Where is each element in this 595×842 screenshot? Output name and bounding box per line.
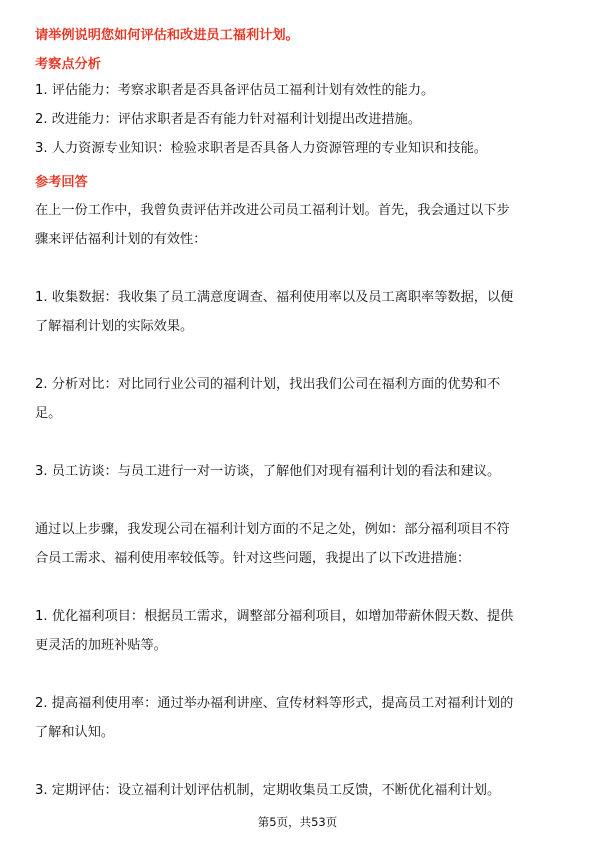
answer-summary: 通过以上步骤，我发现公司在福利计划方面的不足之处，例如：部分福利项目不符 xyxy=(35,522,510,537)
eval-step: 2. 分析对比：对比同行业公司的福利计划，找出我们公司在福利方面的优势和不 xyxy=(35,377,501,392)
eval-step: 3. 员工访谈：与员工进行一对一访谈，了解他们对现有福利计划的看法和建议。 xyxy=(35,464,501,479)
analysis-item: 3. 人力资源专业知识：检验求职者是否具备人力资源管理的专业知识和技能。 xyxy=(35,141,487,156)
answer-heading: 参考回答 xyxy=(35,175,88,190)
analysis-item: 1. 评估能力：考察求职者是否具备评估员工福利计划有效性的能力。 xyxy=(35,83,435,98)
analysis-item: 2. 改进能力：评估求职者是否有能力针对福利计划提出改进措施。 xyxy=(35,112,422,127)
answer-summary: 合员工需求、福利使用率较低等。针对这些问题，我提出了以下改进措施： xyxy=(35,551,471,566)
improve-step: 了解和认知。 xyxy=(35,725,115,740)
improve-step: 更灵活的加班补贴等。 xyxy=(35,638,167,653)
eval-step: 1. 收集数据：我收集了员工满意度调查、福利使用率以及员工离职率等数据，以便 xyxy=(35,290,514,305)
improve-step: 1. 优化福利项目：根据员工需求，调整部分福利项目，如增加带薪休假天数、提供 xyxy=(35,609,514,624)
analysis-heading: 考察点分析 xyxy=(35,57,101,72)
improve-step: 3. 定期评估：设立福利计划评估机制，定期收集员工反馈，不断优化福利计划。 xyxy=(35,783,501,798)
answer-intro: 骤来评估福利计划的有效性： xyxy=(35,232,207,247)
page-footer: 第5页，共53页 xyxy=(257,815,338,829)
question-title: 请举例说明您如何评估和改进员工福利计划。 xyxy=(35,28,299,43)
improve-step: 2. 提高福利使用率：通过举办福利讲座、宣传材料等形式，提高员工对福利计划的 xyxy=(35,696,514,711)
answer-intro: 在上一份工作中，我曾负责评估并改进公司员工福利计划。首先，我会通过以下步 xyxy=(35,203,510,218)
eval-step: 了解福利计划的实际效果。 xyxy=(35,319,194,334)
eval-step: 足。 xyxy=(35,406,62,421)
